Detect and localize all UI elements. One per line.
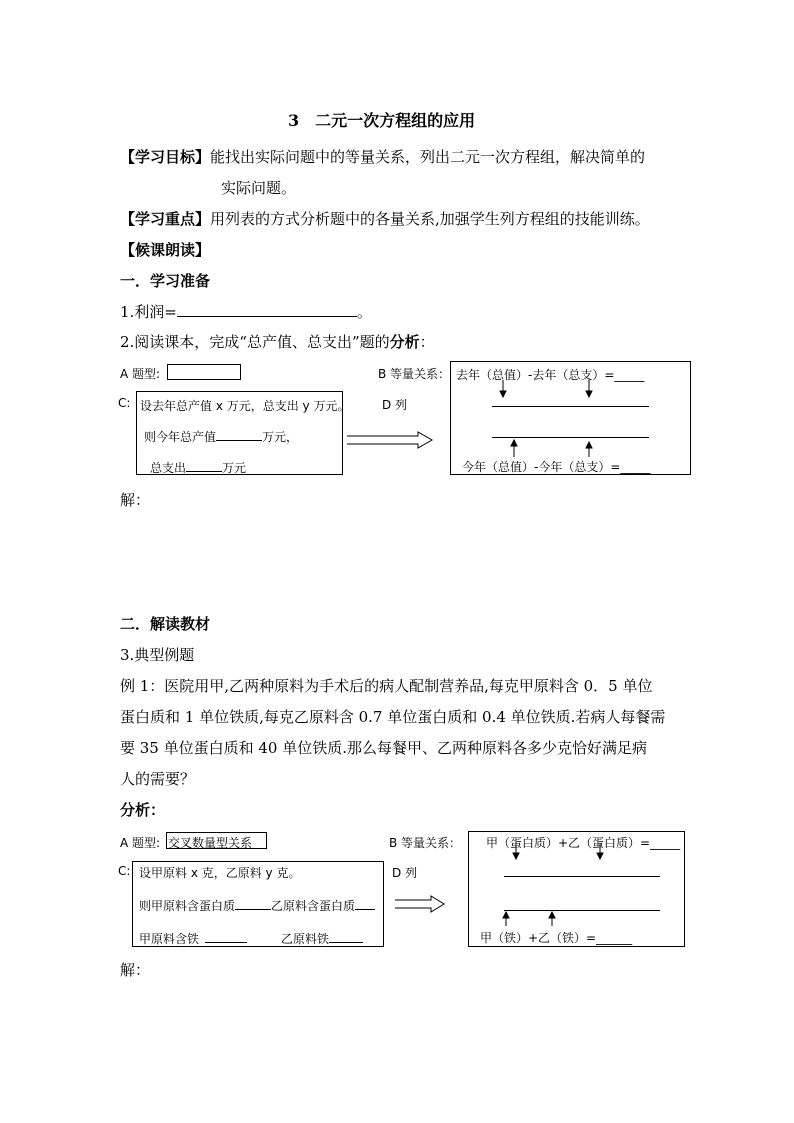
example-line-4: 人的需要？ — [120, 770, 196, 788]
analysis-label: 分析： — [120, 801, 166, 819]
d1-down-arrow-icon-2 — [586, 380, 592, 397]
learning-focus-label: 【学习重点】 — [120, 210, 211, 228]
d2-blank-b-protein[interactable] — [355, 898, 375, 910]
d2-blank-a-iron[interactable] — [205, 931, 247, 943]
d1-a-label: A 题型: — [120, 367, 161, 381]
learning-goal-label: 【学习目标】 — [120, 148, 211, 166]
d2-d-label: D 列 — [392, 866, 418, 880]
profit-suffix: 。 — [356, 303, 372, 321]
learning-goal-text-cont: 实际问题。 — [221, 179, 297, 197]
d2-a-value: 交叉数量型关系 — [168, 836, 253, 850]
d1-c-label: C: — [118, 396, 131, 410]
d1-c-line3-b: 万元 — [222, 461, 247, 475]
reading-colon: ： — [419, 333, 435, 351]
d1-c-line2-a: 则今年总产值 — [144, 430, 217, 444]
example-line-3: 要 35 单位蛋白质和 40 单位铁质.那么每餐甲、乙两种原料各多少克恰好满足病 — [120, 739, 648, 757]
d2-solve: 解： — [120, 961, 151, 979]
page-title: 3 二元一次方程组的应用 — [288, 111, 476, 130]
example-subheading: 3.典型例题 — [120, 646, 195, 664]
d2-b-label: B 等量关系： — [389, 836, 462, 850]
example-line-1: 例 1：医院用甲,乙两种原料为手术后的病人配制营养品,每克甲原料含 0．5 单位 — [120, 677, 653, 695]
d1-d-label: D 列 — [382, 398, 408, 412]
learning-focus-text: 用列表的方式分析题中的各量关系,加强学生列方程组的技能训练。 — [210, 210, 650, 228]
d1-b-top: 去年（总值）-去年（总支）=_____ — [456, 368, 645, 382]
d1-up-arrow-icon-1 — [511, 440, 517, 457]
d1-b-label: B 等量关系： — [378, 367, 451, 381]
d2-c-line3-b: 乙原料铁 — [281, 932, 330, 946]
d2-c-line2 — [139, 897, 375, 914]
d2-c-line2-a: 则甲原料含蛋白质 — [139, 899, 236, 913]
d2-c-line3-a: 甲原料含铁 — [139, 932, 200, 946]
d2-double-arrow-icon — [395, 896, 444, 912]
d2-blank-a-protein[interactable] — [235, 898, 271, 910]
section2-heading: 二．解读教材 — [120, 615, 211, 633]
d1-c-line2-b: 万元， — [262, 430, 299, 444]
d2-equation-line2[interactable] — [504, 910, 660, 911]
d1-c-line1: 设去年总产值 x 万元，总支出 y 万元。 — [140, 399, 350, 413]
d2-blank-b-iron[interactable] — [329, 931, 363, 943]
profit-prefix: 1.利润= — [120, 303, 177, 321]
d2-b-bottom: 甲（铁）+乙（铁）=______ — [480, 931, 633, 945]
example-line-2: 蛋白质和 1 单位铁质,每克乙原料含 0.7 单位蛋白质和 0.4 单位铁质.若病人每餐需 — [120, 708, 666, 726]
d2-equation-line1[interactable] — [504, 876, 660, 877]
d2-b-top: 甲（蛋白质）+乙（蛋白质）=_____ — [486, 836, 681, 850]
d1-up-arrow-icon-2 — [586, 442, 592, 457]
d1-down-arrow-icon-1 — [500, 380, 506, 397]
section1-heading: 一．学习准备 — [120, 272, 211, 290]
d2-c-line1: 设甲原料 x 克，乙原料 y 克。 — [139, 866, 301, 880]
preview-heading: 【候课朗读】 — [120, 241, 211, 259]
reading-analysis-word: 分析 — [389, 333, 420, 351]
d1-c-line3-a: 总支出 — [150, 461, 187, 475]
d2-a-label: A 题型: — [120, 836, 161, 850]
learning-goal-text: 能找出实际问题中的等量关系，列出二元一次方程组，解决简单的 — [210, 148, 646, 166]
reading-text: 2.阅读课本，完成“总产值、总支出”题的 — [120, 333, 390, 351]
d1-double-arrow-icon — [347, 432, 432, 448]
d1-solve: 解： — [120, 491, 151, 509]
d2-c-label: C: — [118, 864, 131, 878]
d2-c-line3 — [139, 930, 363, 947]
d1-b-bottom: 今年（总值）-今年（总支）=_____ — [462, 460, 651, 474]
d2-c-line2-b: 乙原料含蛋白质 — [271, 899, 356, 913]
